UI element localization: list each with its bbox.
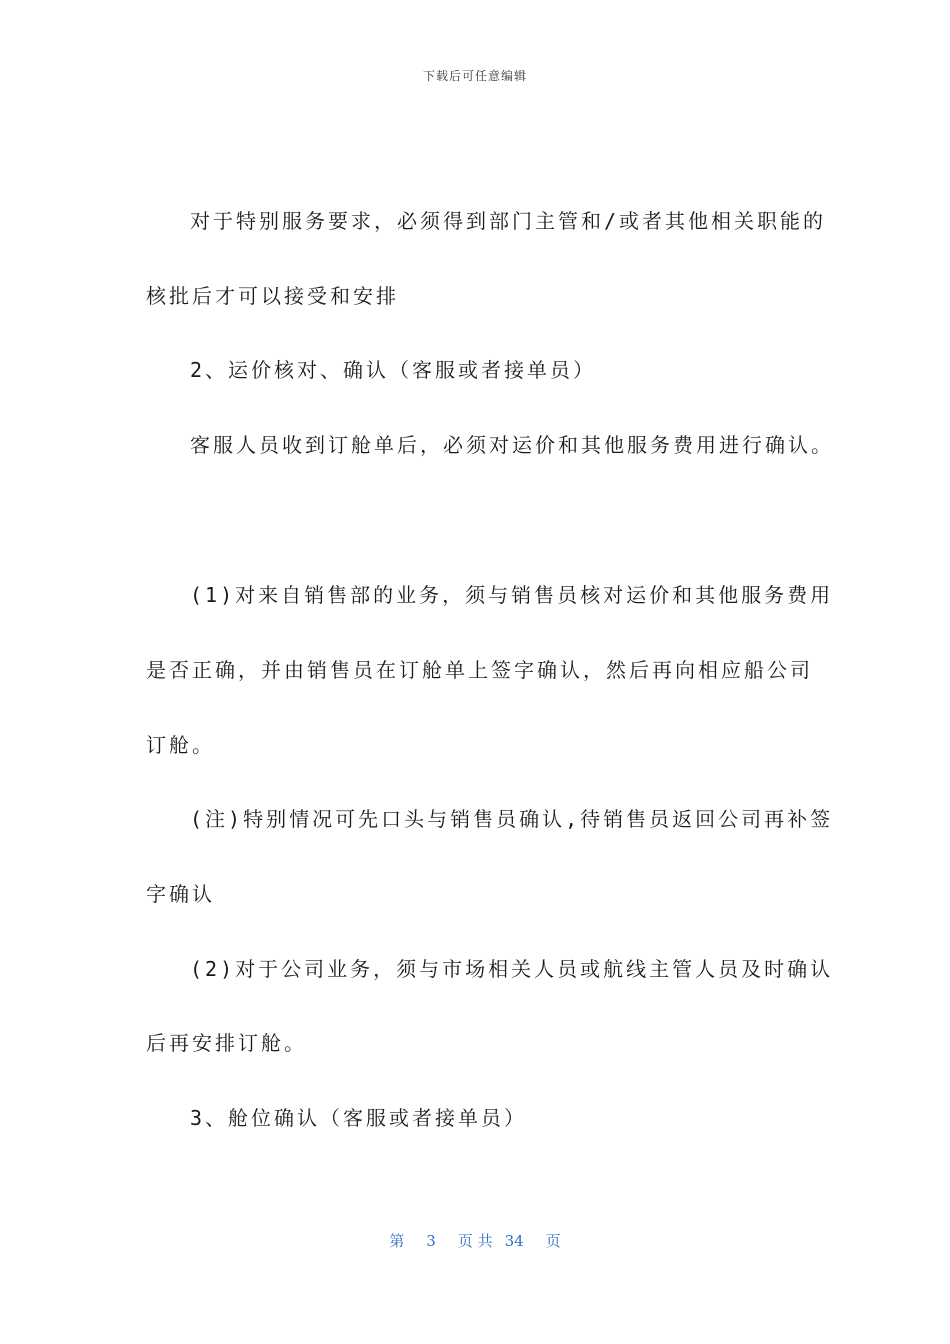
footer-page-label: 第 [389,1232,405,1250]
footer-current-page: 3 [426,1232,436,1250]
paragraph-line: 核批后才可以接受和安排 [146,284,399,308]
paragraph-line: (2)对于公司业务，须与市场相关人员或航线主管人员及时确认 [190,957,834,981]
footer-page-sep: 页 共 [457,1232,493,1250]
paragraph-line: 后再安排订舱。 [146,1031,307,1055]
paragraph-line: 订舱。 [146,733,215,757]
section-heading: 2、运价核对、确认（客服或者接单员） [190,358,597,382]
note-line: (注)特别情况可先口头与销售员确认,待销售员返回公司再补签 [190,807,834,831]
footer-total-pages: 34 [504,1232,524,1250]
paragraph-line: 对于特别服务要求，必须得到部门主管和/或者其他相关职能的 [190,209,827,233]
page-footer [0,1230,950,1251]
header-note: 下载后可任意编辑 [422,69,527,83]
footer-page-suffix: 页 [545,1232,561,1250]
paragraph-line: 客服人员收到订舱单后，必须对运价和其他服务费用进行确认。 [190,433,834,457]
note-line: 字确认 [146,882,215,906]
paragraph-line: (1)对来自销售部的业务，须与销售员核对运价和其他服务费用 [190,583,834,607]
section-heading: 3、舱位确认（客服或者接单员） [190,1106,528,1130]
paragraph-line: 是否正确，并由销售员在订舱单上签字确认，然后再向相应船公司 [146,658,813,682]
